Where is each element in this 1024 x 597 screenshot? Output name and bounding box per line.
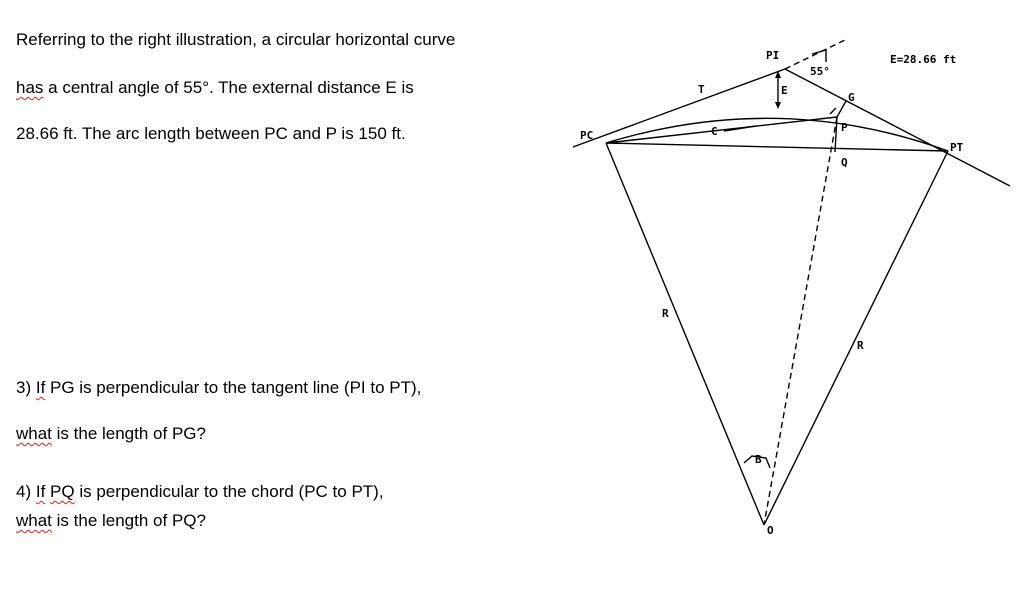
pg-line: [837, 101, 846, 117]
curve-diagram: [560, 30, 1020, 550]
radius-to-p: [764, 117, 837, 525]
label-angle-55: 55°: [810, 65, 830, 78]
label-pt: PT: [950, 141, 964, 154]
label-p: P: [841, 121, 848, 134]
label-o: O: [767, 524, 774, 537]
label-r-left: R: [662, 307, 669, 320]
spell-check-word: what: [16, 511, 52, 530]
label-pc: PC: [580, 129, 594, 142]
label-pi: PI: [766, 49, 780, 62]
question-3-line-1: 3) If PG is perpendicular to the tangent line (PI to PT),: [16, 378, 422, 397]
label-b: B: [755, 453, 762, 466]
radius-left: [606, 143, 764, 525]
angle-55-marker: [812, 50, 826, 62]
label-e: E: [781, 84, 788, 97]
label-g: G: [848, 91, 855, 104]
label-external-distance: E=28.66 ft: [890, 53, 957, 66]
question-4-line-2: what is the length of PQ?: [16, 511, 206, 530]
tangent-line-right: [785, 69, 1010, 186]
problem-intro-line-3: 28.66 ft. The arc length between PC and P is 150 ft.: [16, 124, 406, 143]
spell-check-word: what: [16, 424, 52, 443]
label-q: Q: [841, 156, 848, 169]
problem-intro-line-1: Referring to the right illustration, a circular horizontal curve: [16, 30, 456, 49]
label-c: C: [711, 125, 718, 138]
spell-check-word: If: [35, 378, 46, 397]
chord-pc-pt: [606, 143, 948, 151]
question-4-line-1: 4) If PQ is perpendicular to the chord (PC to PT),: [16, 482, 384, 501]
spell-check-word: If: [35, 482, 46, 501]
label-t: T: [698, 83, 705, 96]
question-3-line-2: what is the length of PG?: [16, 424, 206, 443]
radius-right: [764, 151, 948, 525]
label-r-right: R: [857, 339, 864, 352]
spell-check-word: has: [16, 78, 44, 97]
spell-check-word: PQ: [50, 482, 75, 501]
e-arrow-down: [775, 102, 781, 109]
problem-intro-line-2: has a central angle of 55°. The external distance E is: [16, 78, 414, 97]
p-tick: [830, 108, 836, 114]
